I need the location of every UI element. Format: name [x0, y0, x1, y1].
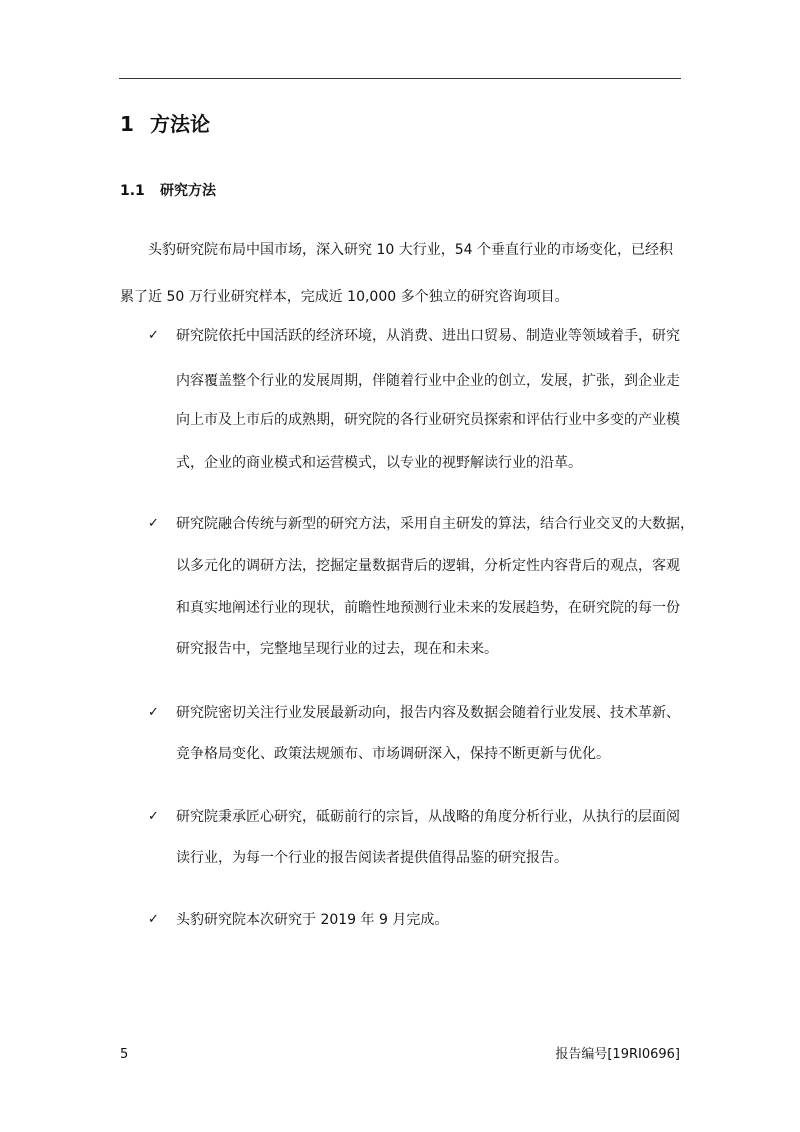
bullet-line: 竞争格局变化、政策法规颁布、市场调研深入，保持不断更新与优化。 — [176, 746, 610, 762]
section-heading — [120, 110, 210, 138]
subsection-number: 1.1 — [120, 183, 145, 199]
bullet-line: 内容覆盖整个行业的发展周期，伴随着行业中企业的创立，发展，扩张，到企业走 — [176, 373, 680, 389]
checkmark-icon: ✓ — [148, 705, 159, 720]
bullet-line: 研究报告中，完整地呈现行业的过去，现在和未来。 — [176, 641, 498, 657]
section-number: 1 — [120, 112, 134, 136]
checkmark-icon: ✓ — [148, 328, 159, 343]
intro-line-1: 头豹研究院布局中国市场，深入研究 10 大行业，54 个垂直行业的市场变化，已经积 — [148, 242, 673, 258]
checkmark-icon: ✓ — [148, 809, 159, 824]
subsection-title: 研究方法 — [160, 183, 216, 199]
bullet-line: 读行业，为每一个行业的报告阅读者提供值得品鉴的研究报告。 — [176, 850, 568, 866]
checkmark-icon: ✓ — [148, 516, 159, 531]
bullet-line: 式，企业的商业模式和运营模式，以专业的视野解读行业的沿革。 — [176, 455, 582, 471]
header-rule — [119, 78, 681, 79]
bullet-line: 研究院密切关注行业发展最新动向，报告内容及数据会随着行业发展、技术革新、 — [176, 705, 680, 721]
bullet-line: 研究院秉承匠心研究，砥砺前行的宗旨，从战略的角度分析行业，从执行的层面阅 — [176, 809, 680, 825]
section-title: 方法论 — [150, 112, 210, 136]
bullet-line: 和真实地阐述行业的现状，前瞻性地预测行业未来的发展趋势，在研究院的每一份 — [176, 600, 680, 616]
bullet-line: 向上市及上市后的成熟期，研究院的各行业研究员探索和评估行业中多变的产业模 — [176, 412, 680, 428]
report-id: 报告编号[19RI0696] — [555, 1047, 680, 1062]
bullet-line: 头豹研究院本次研究于 2019 年 9 月完成。 — [176, 912, 449, 928]
bullet-line: 以多元化的调研方法，挖掘定量数据背后的逻辑，分析定性内容背后的观点，客观 — [176, 558, 680, 574]
checkmark-icon: ✓ — [148, 912, 159, 927]
bullet-line: 研究院依托中国活跃的经济环境，从消费、进出口贸易、制造业等领域着手，研究 — [176, 328, 680, 344]
intro-line-2: 累了近 50 万行业研究样本，完成近 10,000 多个独立的研究咨询项目。 — [120, 289, 569, 305]
page-number: 5 — [120, 1047, 129, 1062]
subsection-heading — [120, 181, 216, 201]
bullet-line: 研究院融合传统与新型的研究方法，采用自主研发的算法，结合行业交叉的大数据， — [176, 516, 694, 532]
